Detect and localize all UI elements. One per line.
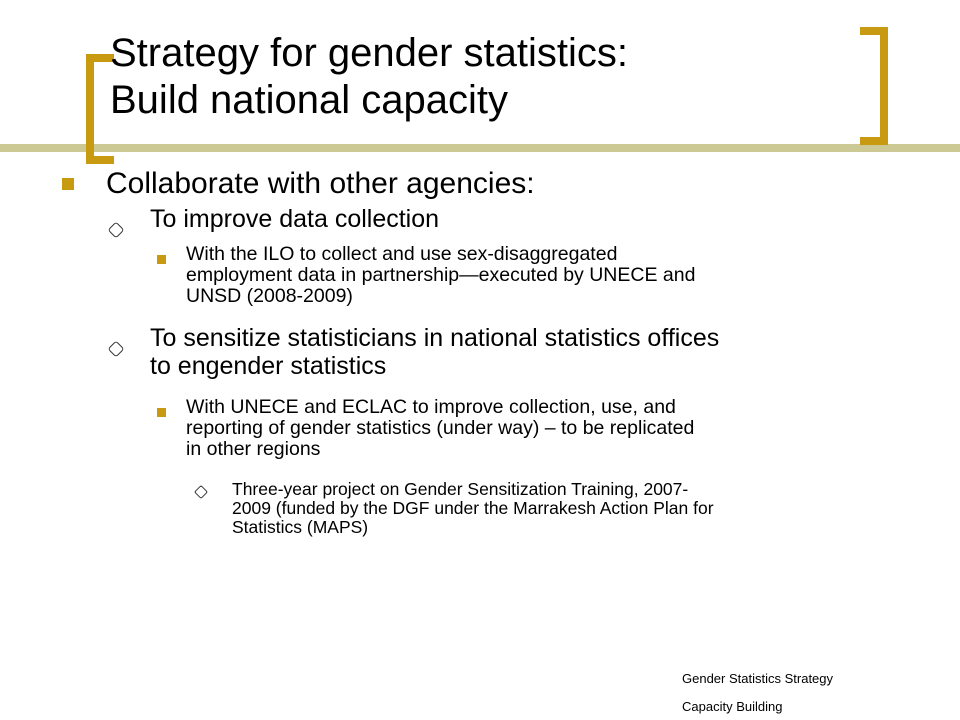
right-bracket-bottom — [860, 137, 888, 145]
title-line-1: Strategy for gender statistics: — [110, 31, 629, 75]
bullet-unece-line-3: in other regions — [186, 438, 321, 460]
slide-title — [110, 30, 850, 124]
title-underline — [0, 144, 960, 152]
square-bullet-icon — [157, 408, 166, 417]
right-bracket-decoration — [880, 27, 888, 145]
left-bracket-bottom — [86, 156, 114, 164]
left-bracket-decoration — [86, 54, 94, 164]
square-bullet-icon — [157, 255, 166, 264]
square-bullet-icon — [62, 178, 74, 190]
bullet-project-line-2: 2009 (funded by the DGF under the Marrakesh Action Plan for — [232, 498, 714, 518]
footer-line-1: Gender Statistics Strategy — [682, 671, 834, 686]
bullet-collaborate: Collaborate with other agencies: — [106, 167, 535, 200]
bullet-project-line-3: Statistics (MAPS) — [232, 517, 369, 537]
bullet-unece-line-2: reporting of gender statistics (under way) – to be replicated — [186, 417, 695, 439]
bullet-ilo-line-3: UNSD (2008-2009) — [186, 285, 353, 307]
bullet-project-line-1: Three-year project on Gender Sensitization Training, 2007- — [232, 479, 689, 499]
diamond-bullet-icon — [108, 341, 125, 358]
diamond-bullet-icon — [108, 222, 125, 239]
right-bracket-top — [860, 27, 888, 35]
bullet-ilo-line-1: With the ILO to collect and use sex-disaggregated — [186, 243, 618, 265]
bullet-unece-line-1: With UNECE and ECLAC to improve collection, use, and — [186, 396, 676, 418]
title-line-2: Build national capacity — [110, 78, 509, 122]
bullet-improve-data: To improve data collection — [150, 205, 440, 233]
bullet-ilo-line-2: employment data in partnership—executed by UNECE and — [186, 264, 696, 286]
bullet-sensitize-line-1: To sensitize statisticians in national statistics offices — [150, 324, 720, 352]
diamond-bullet-icon — [194, 485, 208, 499]
bullet-sensitize-line-2: to engender statistics — [150, 352, 387, 380]
footer-line-2: Capacity Building — [682, 699, 783, 714]
